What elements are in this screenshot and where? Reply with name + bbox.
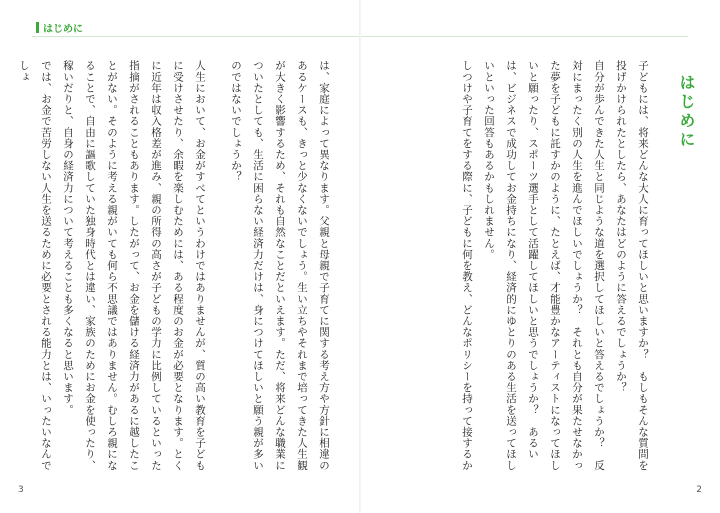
paragraph: 自分が歩んできた人生と同じような道を選択してほしいと答えるでしょうか？ 反対にまったく別の人生を進んでほしいでしょうか？ それとも自分が果たせなかった夢を子どもに託すかのように、たとえば、才能豊かなアーティストになってほしいと願ったり、スポーツ選手として活躍してほしいと思うでしょうか？ あるいは、ビジネスで成功してお金持ちになり、経済的にゆとりのある生活を送ってほしいといった回答もあるかもしれません。 [483, 60, 605, 471]
section-header [36, 20, 83, 35]
chapter-title: はじめに [677, 74, 696, 150]
header-rule [361, 36, 688, 37]
right-body-text [456, 60, 654, 480]
header-bar-icon [36, 22, 39, 33]
paragraph: 人生において、お金がすべてというわけではありませんが、質の高い教育を子どもに受けさせたり、余暇を楽しむためには、ある程度のお金が必要となります。とくに近年は収入格差が進み、親の所得の高さが子どもの学力に比例しているといった指摘がされることもあります。したがって、お金を儲ける経済力があるに越したことがない。そのように考える親がいても何ら不思議ではありません。むしろ親になることで、自由に謳歌していた独身時代とは違い、家族のためにお金を使ったり、稼いだりと、自身の経済力について考えることも多くなると思います。 [62, 60, 206, 471]
paragraph: は、家庭によって異なります。父親と母親で子育てに関する考え方や方針に相違のあるケースも、きっと少なくないでしょう。生い立ちやそれまで培ってきた人生観が大きく影響するため、それも自然なことだといえます。ただ、将来どんな職業についたとしても、生活に困らない経済力だけは、身につけてほしいと願う親が多いのではないでしょうか？ [230, 60, 330, 471]
paragraph: しつけや子育てをする際に、子どもに何を教え、どんなポリシーを持って接するか [461, 60, 473, 471]
paragraph: では、お金で苦労しない人生を送るために必要とされる能力とは、いったいなんでしょ [18, 60, 52, 471]
section-header-label: はじめに [43, 24, 83, 35]
page-number: 2 [696, 485, 702, 495]
header-rule [32, 36, 359, 37]
right-page [361, 0, 720, 513]
paragraph: 子どもには、将来どんな大人に育ってほしいと思いますか？ もしもそんな質問を投げかけられたとしたら、あなたはどのように答えるでしょうか？ [615, 60, 649, 471]
left-body-text [13, 60, 335, 480]
left-page [0, 0, 359, 513]
page-number: 3 [18, 485, 24, 495]
